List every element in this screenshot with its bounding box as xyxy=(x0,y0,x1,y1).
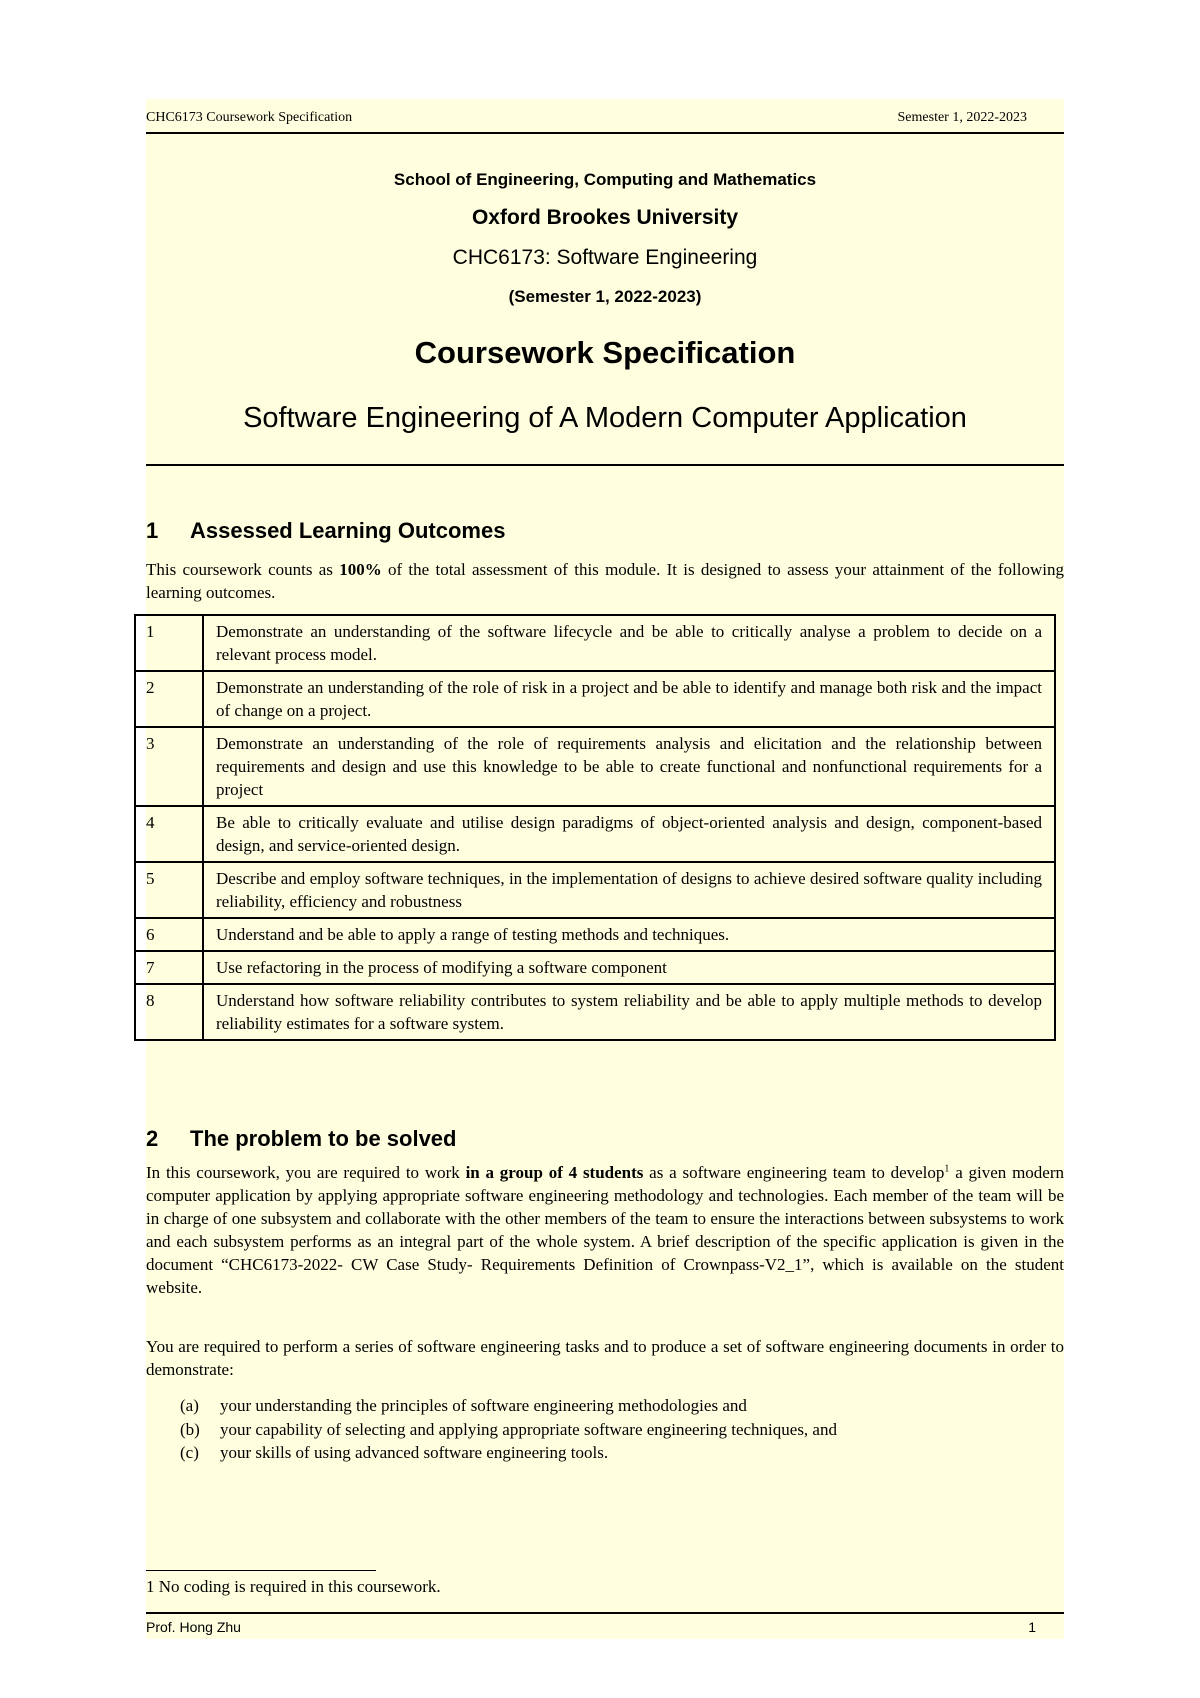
header-left: CHC6173 Coursework Specification xyxy=(146,110,353,125)
outcome-text: Understand how software reliability contributes to system reliability and be able to apply multiple methods to develop reliability estimates for a software system. xyxy=(203,984,1055,1040)
list-text: your understanding the principles of software engineering methodologies and xyxy=(220,1396,747,1415)
intro-text: This coursework counts as xyxy=(146,560,340,579)
outcome-number: 5 xyxy=(135,862,203,918)
section-heading-2 xyxy=(146,1126,456,1152)
intro-text: of the total assessment of this module. It is designed to assess your attainment of the following learning outcomes. xyxy=(146,560,1064,602)
outcome-text: Demonstrate an understanding of the software lifecycle and be able to critically analyse a problem to decide on a relevant process model. xyxy=(203,615,1055,671)
footnote-rule xyxy=(146,1570,376,1571)
title-rule xyxy=(146,464,1064,466)
outcome-number: 7 xyxy=(135,951,203,984)
list-label: (c) xyxy=(180,1443,199,1462)
section-title: Assessed Learning Outcomes xyxy=(190,518,506,543)
list-item xyxy=(180,1441,1040,1465)
demonstrate-list xyxy=(180,1394,1040,1465)
outcome-number: 1 xyxy=(135,615,203,671)
list-item xyxy=(180,1394,1040,1418)
header-right: Semester 1, 2022-2023 xyxy=(897,110,1027,125)
outcome-number: 3 xyxy=(135,727,203,806)
paragraph-text: as a software engineering team to develop xyxy=(643,1163,945,1182)
paragraph-text: a given modern computer application by applying appropriate software engineering methodology and technologies. Each member of the team will be in charge of one subsystem and collaborate with the other members of the team to ensure the interactions between subsystems to work and each subsystem performs as an integral part of the whole system. A brief description of the specific application is given in the document “CHC6173-2022- CW Case Study- Requirements Definition of Crownpass-V2_1”, which is available on the student website. xyxy=(146,1163,1065,1297)
semester-label: (Semester 1, 2022-2023) xyxy=(508,287,702,306)
table-row xyxy=(135,727,1055,806)
outcome-number: 4 xyxy=(135,806,203,862)
table-row xyxy=(135,951,1055,984)
outcome-text: Demonstrate an understanding of the role of risk in a project and be able to identify and manage both risk and the impact of change on a project. xyxy=(203,671,1055,727)
table-row xyxy=(135,984,1055,1040)
section-number: 2 xyxy=(146,1126,159,1151)
university-name: Oxford Brookes University xyxy=(471,206,739,229)
table-row xyxy=(135,862,1055,918)
list-label: (b) xyxy=(180,1419,200,1439)
footer-rule xyxy=(146,1612,1064,1614)
outcome-text: Be able to critically evaluate and utilise design paradigms of object-oriented analysis and design, component-based design, and service-oriented design. xyxy=(203,806,1055,862)
footnote-ref[interactable]: 1 xyxy=(944,1163,950,1175)
section-heading-1 xyxy=(146,518,505,544)
learning-outcomes-table xyxy=(134,614,1056,1041)
section2-paragraph-1 xyxy=(146,1161,1064,1299)
table-row xyxy=(135,615,1055,671)
outcome-text: Demonstrate an understanding of the role of requirements analysis and elicitation and the relationship between requirements and design and use this knowledge to be able to create functional and nonfunctional requirements for a project xyxy=(203,727,1055,806)
section2-paragraph-2: You are required to perform a series of software engineering tasks and to produce a set of software engineering documents in order to demonstrate: xyxy=(146,1337,1064,1379)
outcome-number: 8 xyxy=(135,984,203,1040)
intro-bold: 100% xyxy=(339,560,382,579)
table-row xyxy=(135,671,1055,727)
outcome-number: 6 xyxy=(135,918,203,951)
list-text: your capability of selecting and applying appropriate software engineering techniques, and xyxy=(220,1419,837,1439)
school-name: School of Engineering, Computing and Mathematics xyxy=(393,170,817,189)
footer-author: Prof. Hong Zhu xyxy=(146,1619,241,1635)
outcome-text: Use refactoring in the process of modifying a software component xyxy=(203,951,1055,984)
module-title: CHC6173: Software Engineering xyxy=(452,246,758,269)
list-text: your skills of using advanced software engineering tools. xyxy=(220,1443,609,1462)
header-rule xyxy=(146,132,1064,134)
outcome-text: Describe and employ software techniques, in the implementation of designs to achieve desired software quality including reliability, efficiency and robustness xyxy=(203,862,1055,918)
outcome-text: Understand and be able to apply a range of testing methods and techniques. xyxy=(203,918,1055,951)
table-row xyxy=(135,806,1055,862)
section1-intro xyxy=(146,558,1064,604)
document-title: Coursework Specification xyxy=(414,335,796,370)
footnote: 1 No coding is required in this coursework. xyxy=(146,1577,441,1596)
section-title: The problem to be solved xyxy=(190,1126,457,1151)
page-number: 1 xyxy=(1028,1619,1036,1635)
table-row xyxy=(135,918,1055,951)
section-number: 1 xyxy=(146,518,159,543)
list-label: (a) xyxy=(180,1396,199,1415)
outcome-number: 2 xyxy=(135,671,203,727)
list-item xyxy=(180,1418,1040,1442)
paragraph-bold: in a group of 4 students xyxy=(465,1163,644,1182)
document-subtitle: Software Engineering of A Modern Computer Application xyxy=(243,402,967,434)
paragraph-text: In this coursework, you are required to work xyxy=(146,1163,466,1182)
